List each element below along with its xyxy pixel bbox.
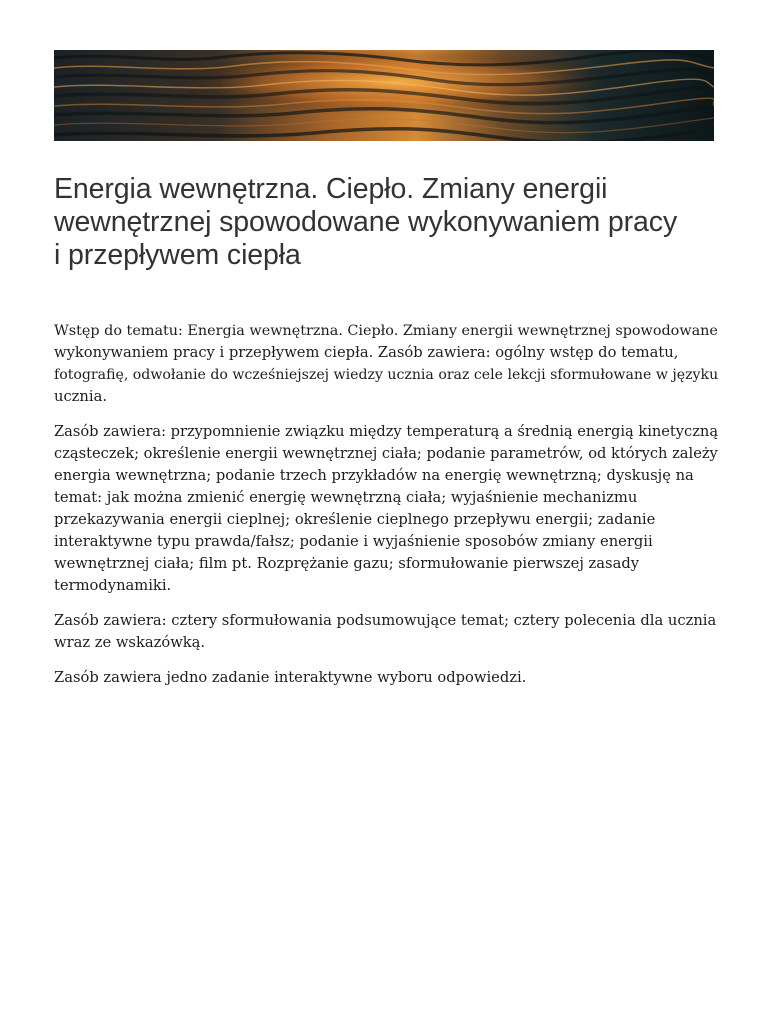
description-body (54, 320, 718, 702)
text-line: cząsteczek; określenie energii wewnętrznej ciała; podanie parametrów, od których zależy (54, 445, 718, 462)
text-line: Zasób zawiera: przypomnienie związku między temperaturą a średnią energią kinetyczną (54, 423, 719, 440)
text-line: wykonywaniem pracy i przepływem ciepła. Zasób zawiera: ogólny wstęp do tematu, (54, 344, 679, 361)
text-line: Wstęp do tematu: Energia wewnętrzna. Ciepło. Zmiany energii wewnętrznej spowodowane (54, 323, 718, 339)
text-line: ucznia. (54, 388, 108, 405)
text-line: termodynamiki. (54, 577, 172, 594)
paragraph-exercise (54, 667, 718, 689)
paragraph-content (54, 421, 718, 597)
text-line: fotografię, odwołanie do wcześniejszej wiedzy ucznia oraz cele lekcji sformułowane w języku (54, 367, 719, 383)
text-line: przekazywania energii cieplnej; określenie cieplnego przepływu energii; zadanie (54, 511, 656, 528)
title-line: i przepływem ciepła (54, 239, 301, 271)
title-line: Energia wewnętrzna. Ciepło. Zmiany energii (54, 173, 608, 205)
page-title (54, 173, 714, 272)
water-sunset-photo-icon (54, 50, 714, 141)
text-line: interaktywne typu prawda/fałsz; podanie i wyjaśnienie sposobów zmiany energii (54, 533, 653, 550)
banner-image (54, 50, 714, 141)
text-line: temat: jak można zmienić energię wewnętrzną ciała; wyjaśnienie mechanizmu (54, 489, 638, 506)
text-line: energia wewnętrzna; podanie trzech przykładów na energię wewnętrzną; dyskusję na (54, 467, 694, 484)
paragraph-summary (54, 610, 718, 654)
title-line: wewnętrznej spowodowane wykonywaniem pracy (54, 206, 678, 238)
text-line: wraz ze wskazówką. (54, 634, 206, 651)
text-line: wewnętrznej ciała; film pt. Rozprężanie gazu; sformułowanie pierwszej zasady (54, 555, 640, 572)
text-line: Zasób zawiera jedno zadanie interaktywne wyboru odpowiedzi. (54, 669, 527, 686)
text-line: Zasób zawiera: cztery sformułowania podsumowujące temat; cztery polecenia dla ucznia (54, 612, 717, 629)
paragraph-intro (54, 320, 718, 408)
